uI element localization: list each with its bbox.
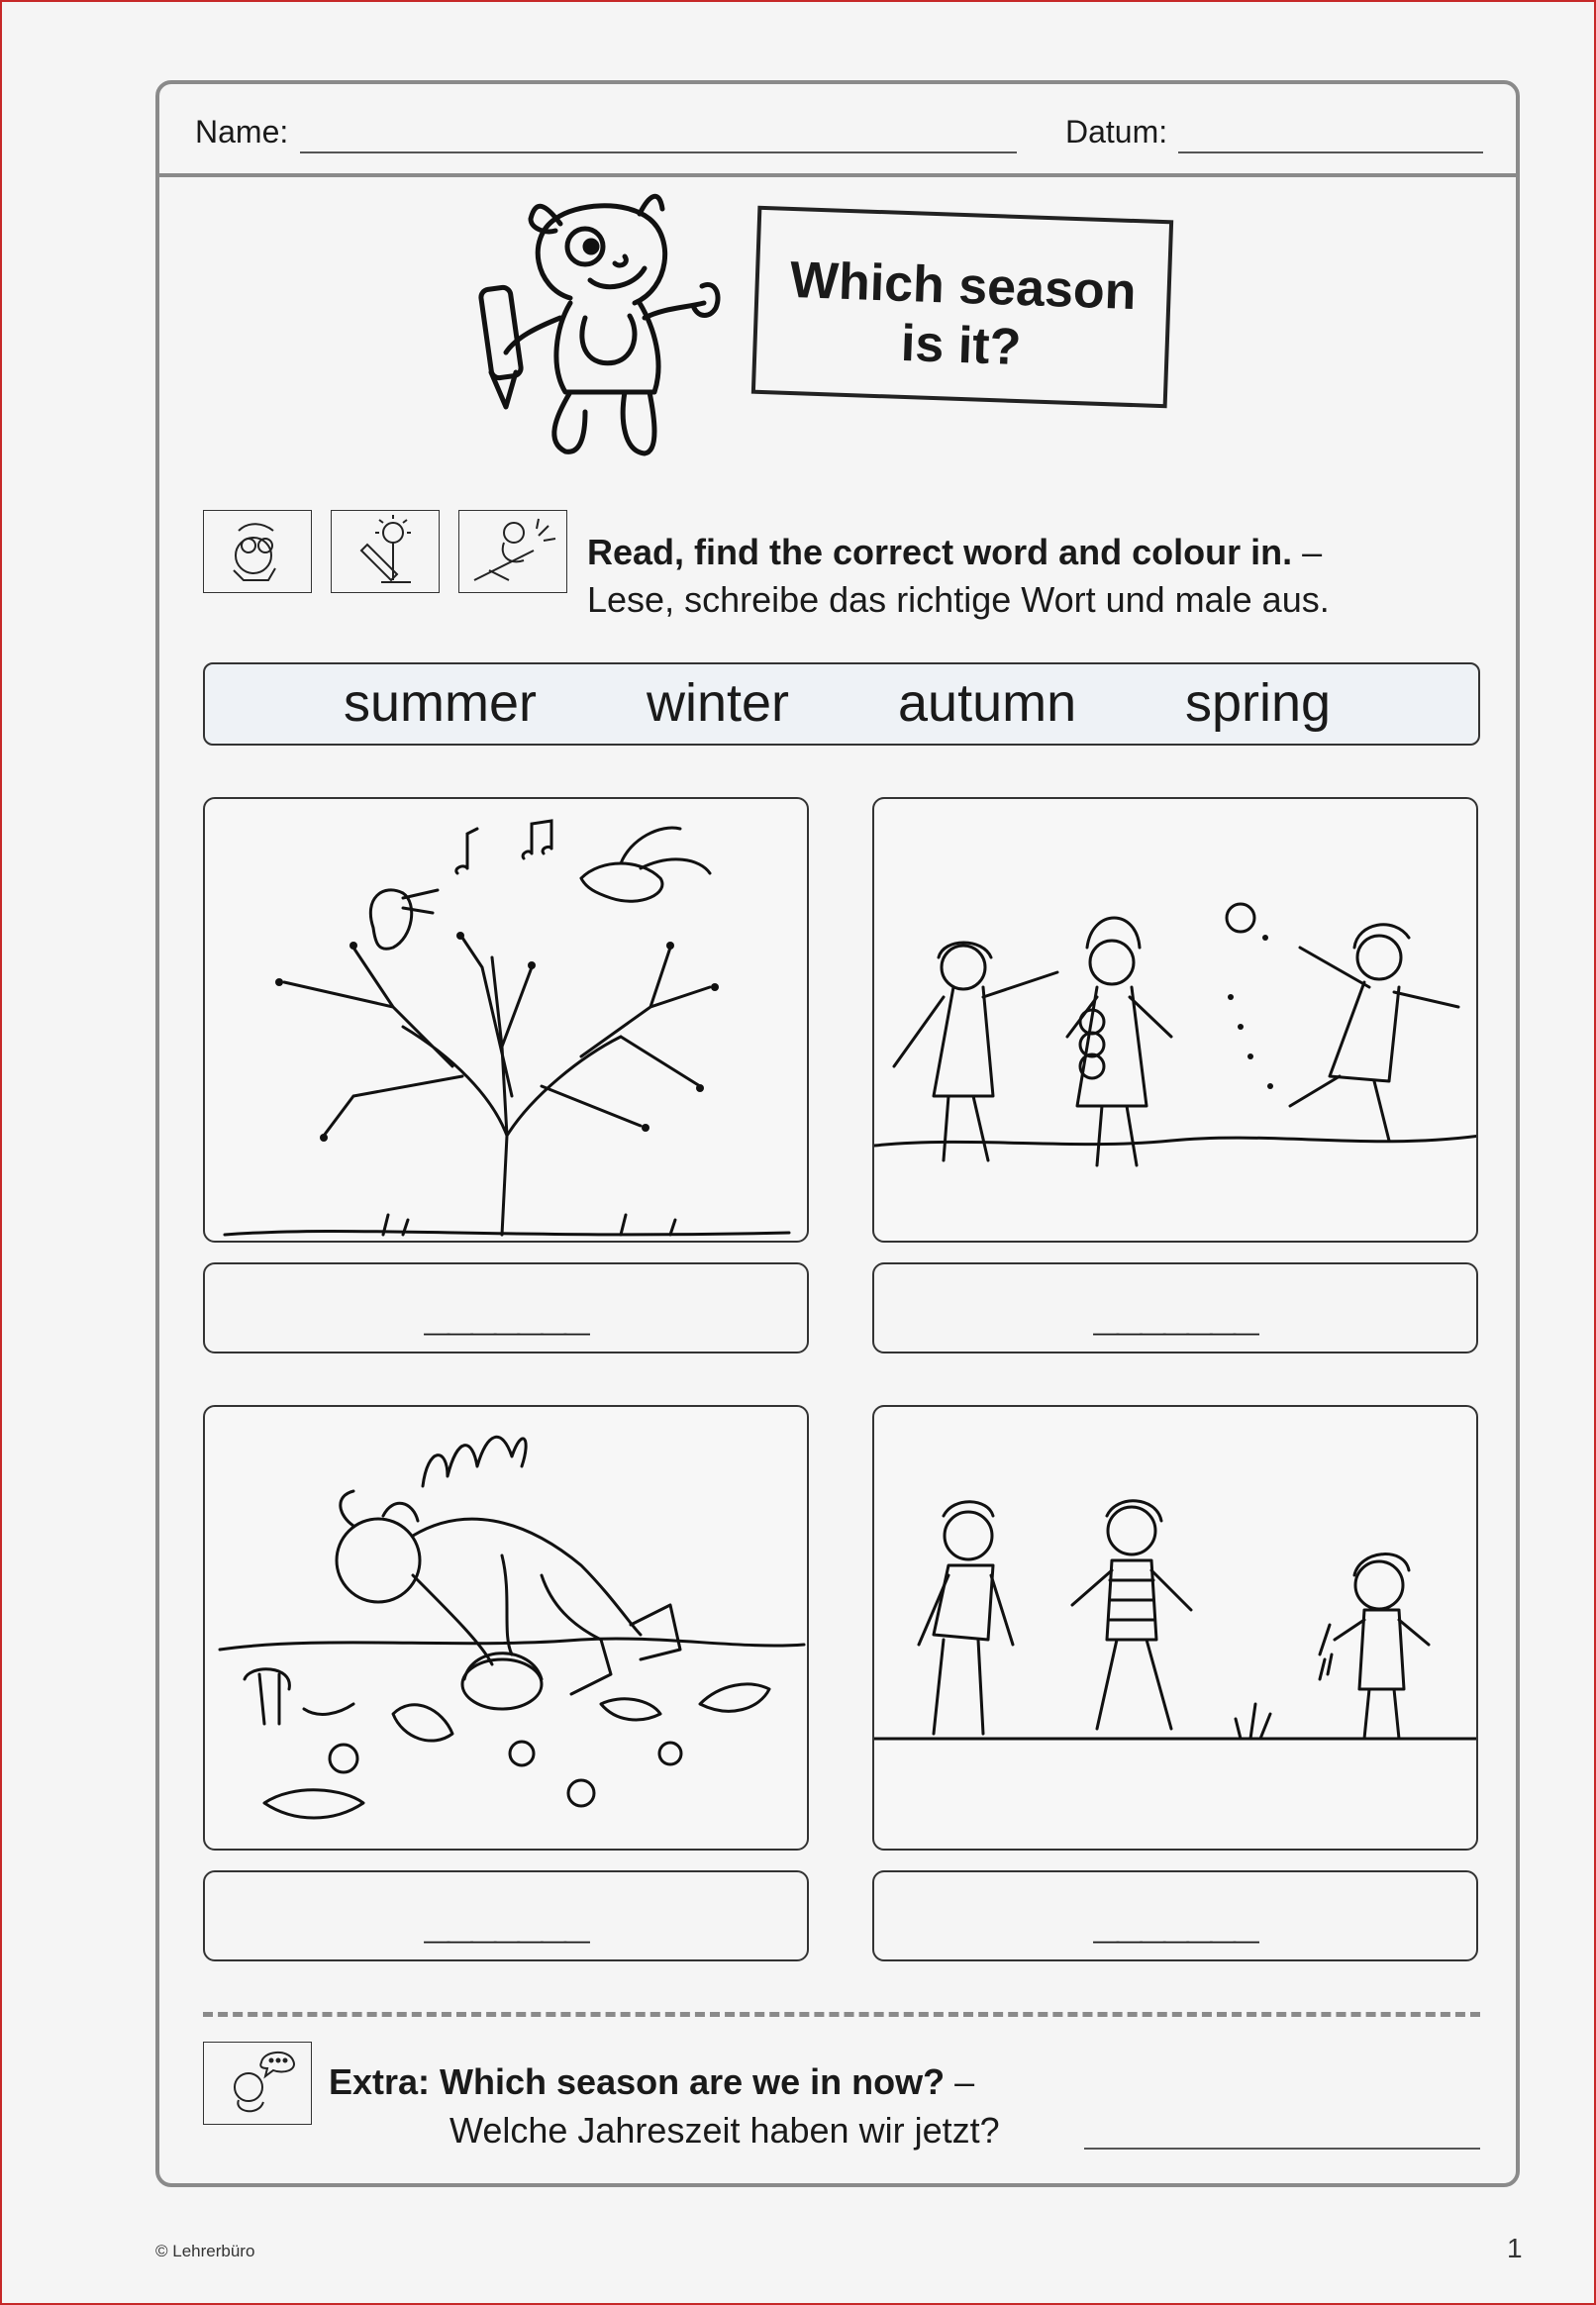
answer-box[interactable] [203,1262,809,1353]
instruction-english: Read, find the correct word and colour in. [587,532,1293,572]
instruction-dash: – [1302,532,1323,572]
answer-box[interactable] [872,1262,1478,1353]
answer-box[interactable] [872,1870,1478,1961]
word-bank-item: autumn [898,673,1077,733]
extra-question-english: Extra: Which season are we in now? [329,2061,946,2102]
read-icon [203,510,312,593]
name-field[interactable] [300,151,1017,153]
colour-icon [458,510,567,593]
think-icon [203,2042,312,2125]
header-row [159,84,1516,177]
word-bank-item: winter [647,673,790,733]
answer-box[interactable] [203,1870,809,1961]
section-divider [203,2012,1480,2017]
title-line-2: is it? [899,314,1023,377]
answer-blank: _______ [1093,1288,1257,1340]
word-bank-item: summer [344,673,538,733]
picture-panel-autumn-leaves [203,1405,809,1851]
extra-answer-field[interactable] [1084,2148,1480,2150]
extra-dash: – [954,2061,975,2102]
answer-blank: _______ [424,1288,588,1340]
picture-panel-summer-kids [872,1405,1478,1851]
answer-blank: _______ [1093,1896,1257,1948]
word-bank [203,662,1480,746]
instruction-german: Lese, schreibe das richtige Wort und male aus. [587,579,1330,620]
name-label: Name: [195,114,289,150]
monster-mascot-illustration [476,169,753,466]
page-number: 1 [1507,2233,1523,2263]
word-bank-item: spring [1185,673,1332,733]
write-icon [331,510,440,593]
date-field[interactable] [1178,151,1483,153]
title-sign [751,206,1173,409]
extra-question-german: Welche Jahreszeit haben wir jetzt? [449,2110,1000,2151]
picture-panel-winter-snowball [872,797,1478,1243]
date-label: Datum: [1065,114,1168,150]
copyright: © Lehrerbüro [155,2242,255,2260]
picture-panel-spring-tree [203,797,809,1243]
answer-blank: _______ [424,1896,588,1948]
title-line-1: Which season [788,251,1138,322]
worksheet [155,80,1520,2187]
